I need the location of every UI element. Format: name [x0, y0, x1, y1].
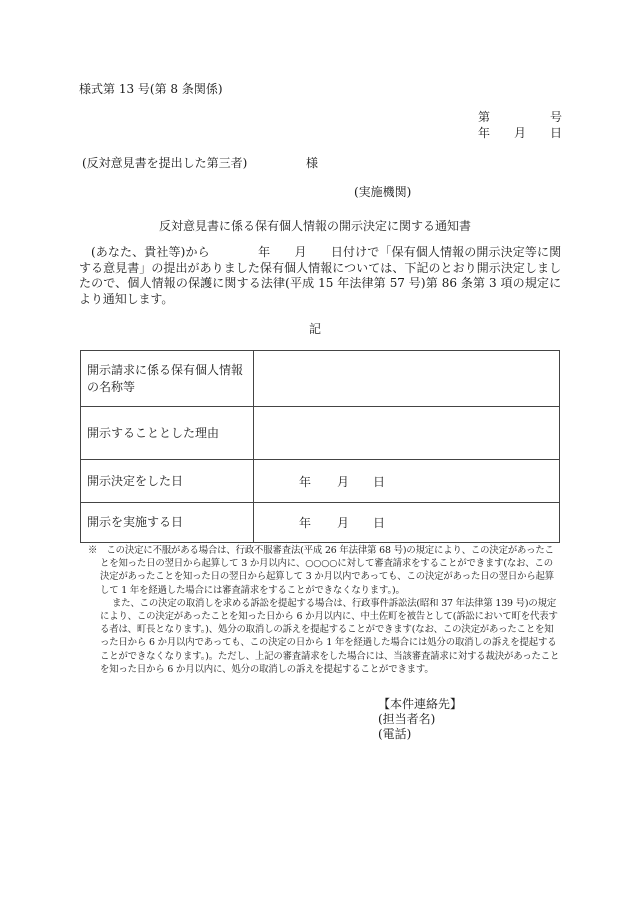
- doc-date-month: 月: [513, 126, 526, 140]
- date-month: 月: [337, 474, 350, 489]
- date-month: 月: [337, 516, 350, 530]
- contact-person: (担当者名): [378, 712, 436, 726]
- table-row: [81, 503, 560, 543]
- row-label-decision-date: 開示決定をした日: [81, 460, 254, 503]
- date-day: 日: [373, 474, 386, 489]
- ki-heading: 記: [308, 322, 321, 336]
- document-number: [478, 109, 562, 125]
- note-lawsuit: また、この決定の取消しを求める訴訟を提起する場合は、行政事件訴訟法(昭和 37 年法律第 139 号)の規定により、この決定があったことを知った日から 6 か月以内に、中土佐町を被告として(訴訟において町を代表する者は、町長となります。)、処分の取消しの訴えを提起することができます(なお、この決定があったことを知った日から 6 か月以内であっても、この決定の日から 1 年を経過した場合には処分の取消しの訴えを提起することができなくなります。)。ただし、上記の審査請求をした場合には、当該審査請求に対する裁決があったことを知った日から 6 か月以内に、処分の取消しの訴えを提起することができます。: [100, 597, 560, 675]
- note-appeal: ※ この決定に不服がある場合は、行政不服審査法(平成 26 年法律第 68 号)の規定により、この決定があったことを知った日の翌日から起算して 3 か月以内に、○○○○に対して審査請求をすることができます(なお、この決定があったことを知った日の翌日から起算して 3 か月以内であっても、この決定があった日の翌日から起算して 1 年を経過した場合には審査請求をすることができなくなります。)。: [88, 545, 554, 596]
- document-title: 反対意見書に係る保有個人情報の開示決定に関する通知書: [158, 219, 471, 233]
- table-row: [81, 351, 560, 407]
- table-row: [81, 407, 560, 460]
- row-label-reason: 開示することとした理由: [81, 407, 254, 460]
- doc-no-go: 号: [549, 110, 562, 124]
- row-value-implementation-date: [254, 503, 560, 543]
- row-value-reason: [254, 407, 560, 460]
- document-number-date: [478, 109, 562, 141]
- doc-date-year: 年: [478, 126, 491, 140]
- document-date: [478, 125, 562, 141]
- form-number: 様式第 13 号(第 8 条関係): [79, 82, 223, 96]
- date-year: 年: [299, 474, 312, 489]
- addressee: (反対意見書を提出した第三者): [82, 156, 248, 170]
- row-label-implementation-date: 開示を実施する日: [81, 503, 254, 543]
- disclosure-table: [80, 350, 560, 543]
- contact-block: [378, 697, 462, 742]
- row-value-info-name: [254, 351, 560, 407]
- issuing-agency: (実施機関): [354, 185, 412, 199]
- honorific: 様: [306, 156, 319, 170]
- row-value-decision-date: [254, 460, 560, 503]
- table-row: [81, 460, 560, 503]
- body-paragraph: (あなた、貴社等)から 年 月 日付けで「保有個人情報の開示決定等に関する意見書」の提出がありました保有個人情報については、下記のとおり開示決定しましたので、個人情報の保護に関する法律(平成 15 年法律第 57 号)第 86 条第 3 項の規定により通知します。: [79, 245, 561, 306]
- doc-no-dai: 第: [478, 110, 491, 124]
- contact-heading: 【本件連絡先】: [378, 697, 463, 711]
- date-year: 年: [299, 516, 312, 530]
- doc-date-day: 日: [549, 126, 562, 140]
- notes-section: [88, 544, 562, 676]
- contact-phone: (電話): [378, 727, 412, 741]
- row-label-info-name: 開示請求に係る保有個人情報の名称等: [81, 351, 254, 407]
- date-day: 日: [373, 516, 386, 530]
